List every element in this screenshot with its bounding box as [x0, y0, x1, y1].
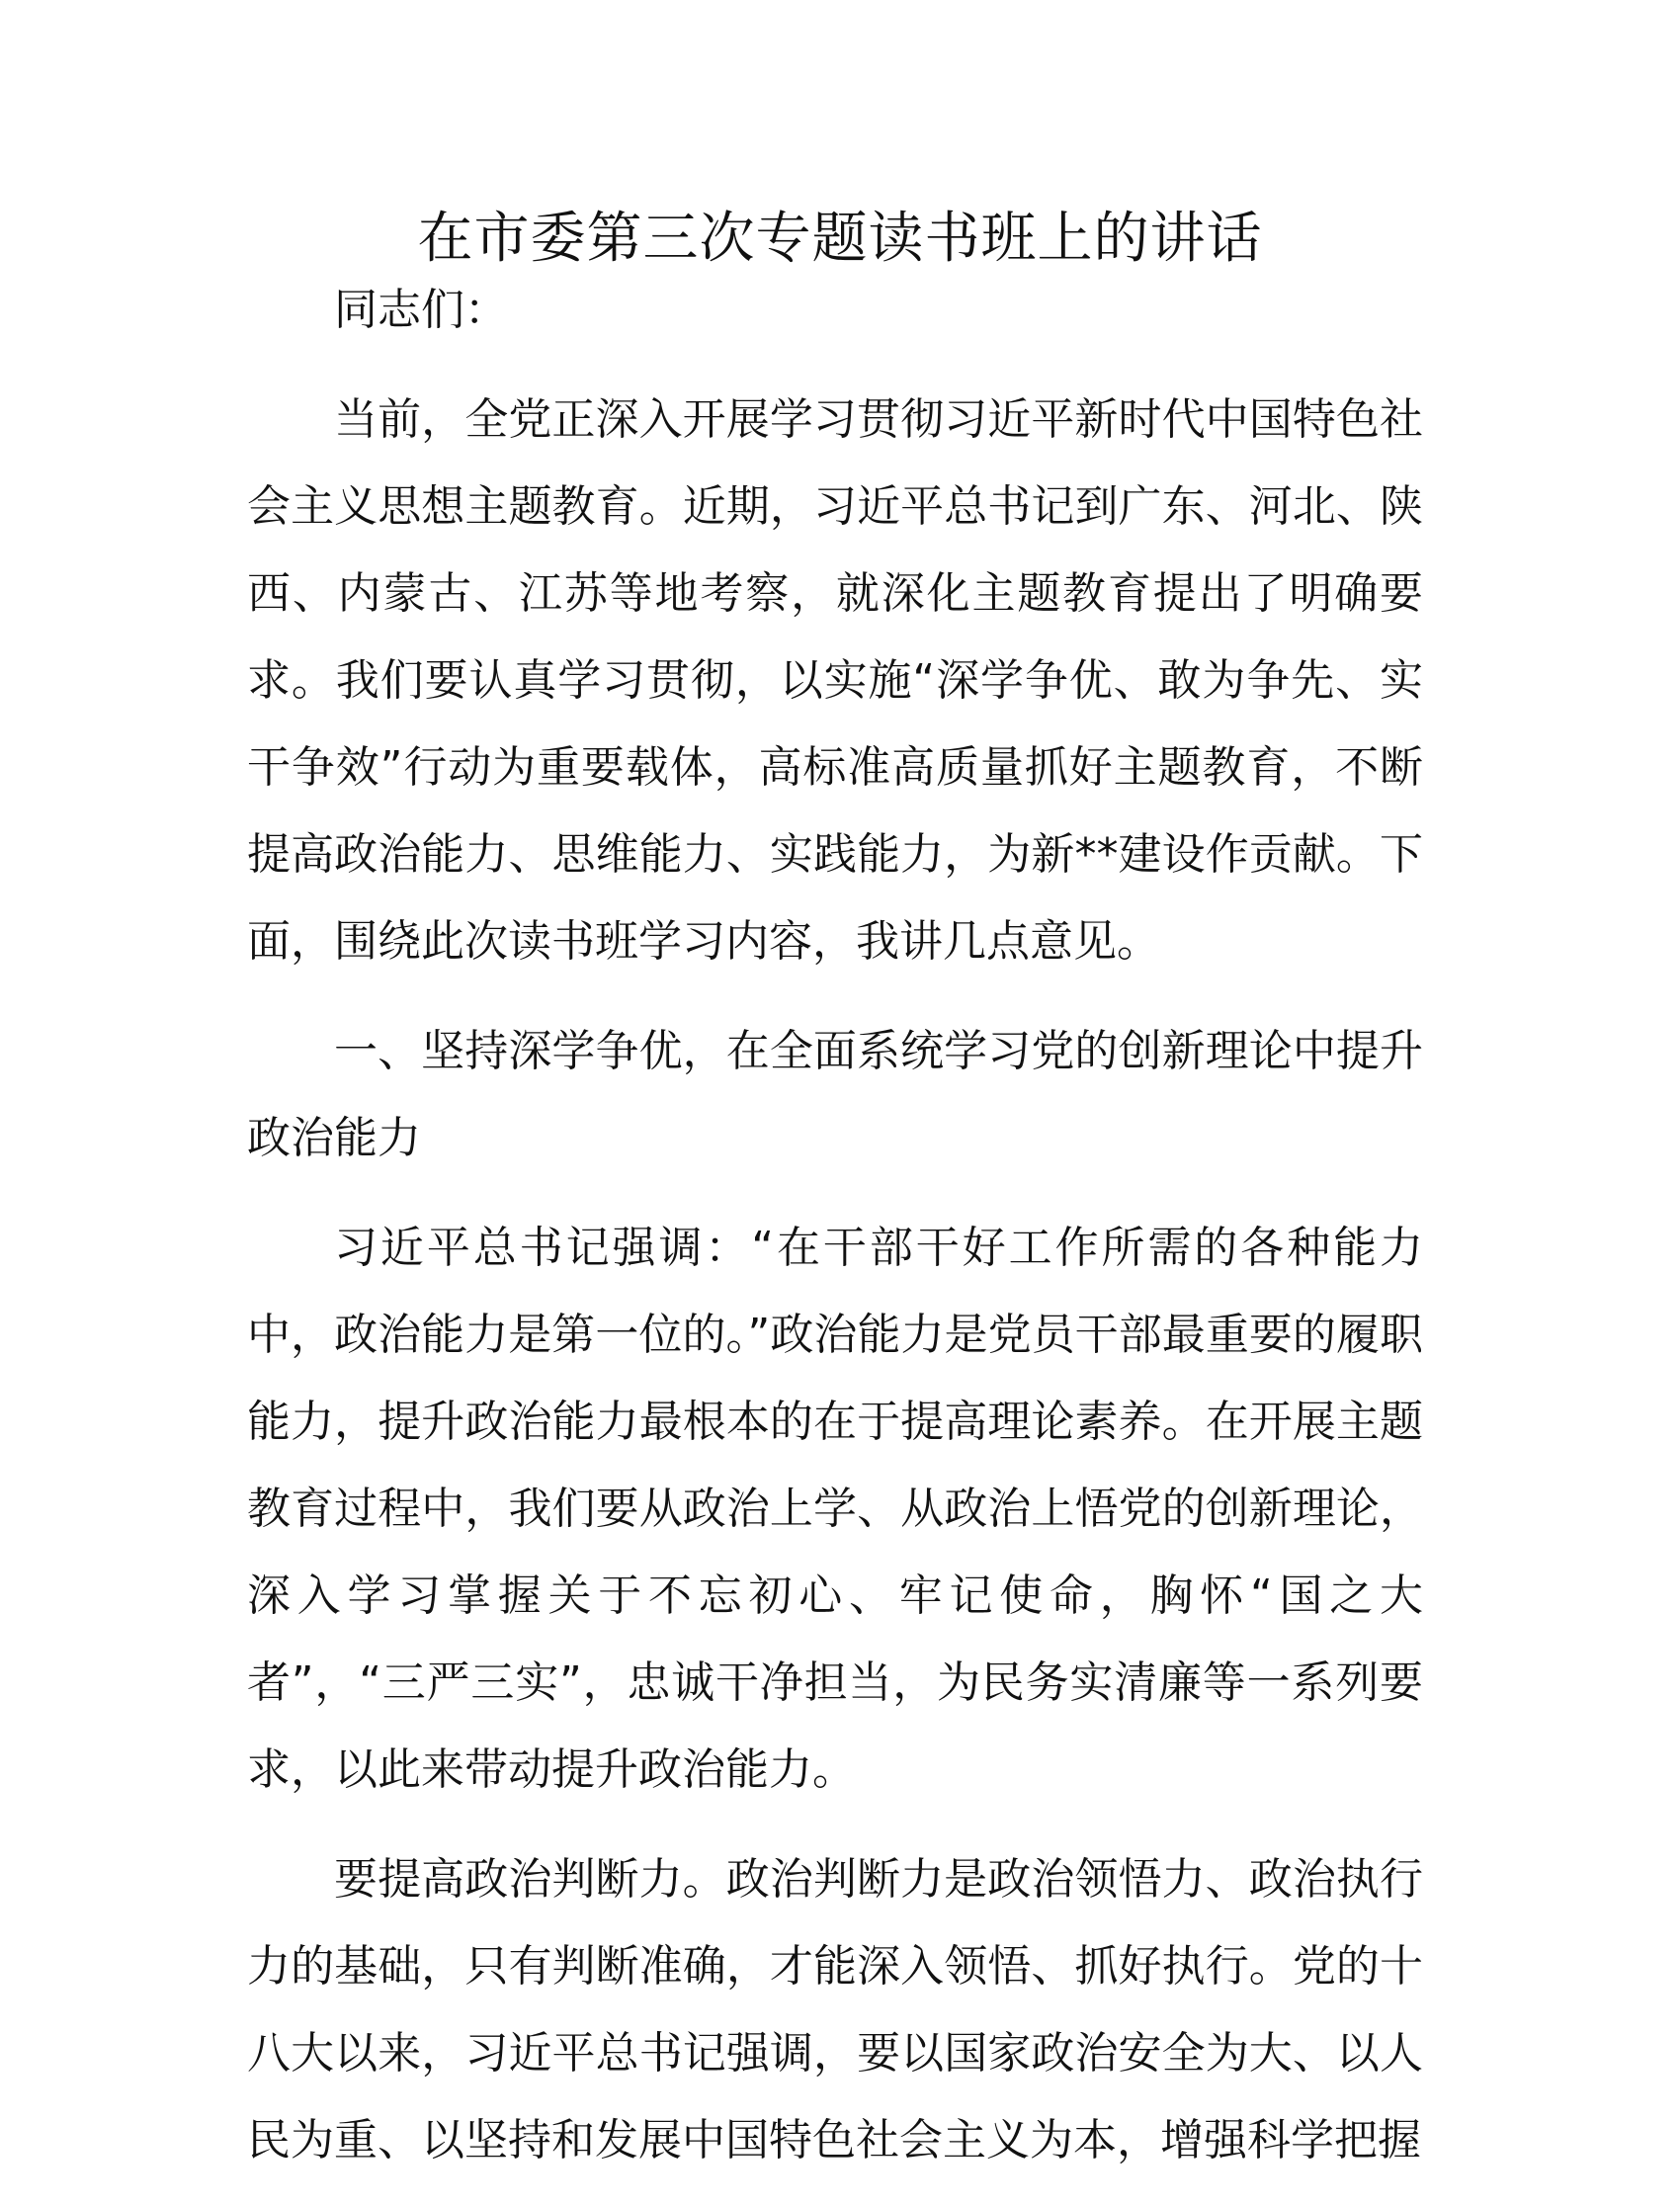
- section-heading-1: 一、坚持深学争优，在全面系统学习党的创新理论中提升政治能力: [247, 1026, 1423, 1163]
- document-title: 在市委第三次专题读书班上的讲话: [417, 207, 1263, 271]
- intro-paragraph: 当前，全党正深入开展学习贯彻习近平新时代中国特色社会主义思想主题教育。近期，习近平总书记到广东、河北、陕西、内蒙古、江苏等地考察，就深化主题教育提出了明确要求。我们要认真学习贯彻，以实施“深学争优、敢为争先、实干争效”行动为重要载体，高标准高质量抓好主题教育，不断提高政治能力、思维能力、实践能力，为新**建设作贡献。下面，围绕此次读书班学习内容，我讲几点意见。: [247, 394, 1423, 967]
- document-body: [247, 267, 1423, 2207]
- body-paragraph: 习近平总书记强调：“在干部干好工作所需的各种能力中，政治能力是第一位的。”政治能力是党员干部最重要的履职能力，提升政治能力最根本的在于提高理论素养。在开展主题教育过程中，我们要从政治上学、从政治上悟党的创新理论，深入学习掌握关于不忘初心、牢记使命，胸怀“国之大者”，“三严三实”，忠诚干净担当，为民务实清廉等一系列要求，以此来带动提升政治能力。: [247, 1223, 1423, 1795]
- body-paragraph: 要提高政治判断力。政治判断力是政治领悟力、政治执行力的基础，只有判断准确，才能深入领悟、抓好执行。党的十八大以来，习近平总书记强调，要以国家政治安全为大、以人民为重、以坚持和发展中国特色社会主义为本，增强科学把握: [247, 1854, 1423, 2165]
- salutation: 同志们：: [334, 285, 508, 335]
